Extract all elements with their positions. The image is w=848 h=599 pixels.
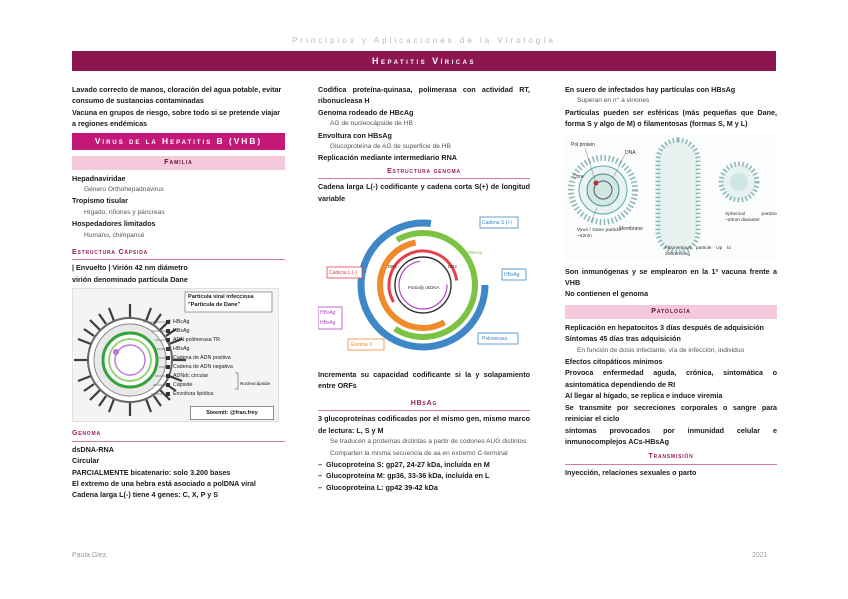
genome-label-cadena-l: Cadena L (-) [329, 270, 357, 277]
estructura-text: virión denominado partícula Dane [72, 274, 188, 284]
genome-label-cadena-s: Cadena S (+) [482, 220, 512, 227]
col3-text: No contienen el genoma [565, 289, 649, 299]
genome-label-center: Partially dsDNA [408, 285, 440, 291]
col2-text: Replicación mediante intermediario RNA [318, 153, 457, 163]
col2-sub: AG de nucleocápside de HB [330, 120, 413, 128]
diagram-labels [173, 318, 233, 399]
virus-title-bar: Virus de la Hepatitis B (VHB) [72, 133, 285, 150]
col2-text: Genoma rodeado de HBcAg [318, 107, 414, 117]
genome-label-dr2: DR2 [448, 264, 458, 270]
col3-sub: En función de dosis infectante, vía de infección, individuo [577, 346, 745, 354]
genoma-item: PARCIALMENTE bicatenario: solo 3.200 bases [72, 467, 231, 477]
footer-author: Paula Glez. [72, 552, 109, 559]
genome-label-hbsag-pair [320, 308, 336, 328]
hbsag-heading: HBsAg [318, 398, 530, 411]
label-dna: DNA [625, 149, 636, 156]
estructura-genoma-heading: Estructura genoma [318, 166, 530, 179]
diagram-label: ADNdc circular [173, 373, 209, 380]
diagram-label: Cadena de ADN positiva [173, 355, 231, 362]
column-1 [72, 84, 285, 501]
genoma-item: Cadena larga L(-) tiene 4 genes: C, X, P y S [72, 490, 219, 500]
label-filamentous: Filamentous particle Up to 200nm long [665, 245, 731, 257]
intro-text: Vacuna en grupos de riesgo, sobre todo si se pretende viajar a regiones endémicas [72, 107, 281, 129]
col2-text: 3 glucoproteínas codificadas por el mismo gen, mismo marco de lectura: L, S y M [318, 414, 530, 435]
label-dane: Virus / Dane particle ~42nm [577, 227, 621, 239]
particle-illustration [565, 134, 777, 262]
col3-text: Al llegar al hígado, se replica e induce viremia [565, 391, 723, 401]
col3-text: Son inmunógenas y se emplearon en la 1ª vacuna frente a VHB [565, 266, 777, 288]
col2-text: Envoltura con HBsAg [318, 130, 392, 140]
col3-text: Efectos citopáticos mínimos [565, 357, 663, 367]
label-core: Core [573, 173, 584, 180]
col3-text: síntomas provocados por inmunidad celular e inmunocomplejos ACs-HBsAg [565, 425, 777, 446]
genome-label-enzima: Enzima X [351, 342, 373, 349]
glucoproteina-item: – Glucoproteína S: gp27, 24-27 kDa, incluída en M [318, 459, 490, 469]
genome-label-hbsag: HBsAg [320, 310, 336, 317]
diagram-label: HBsAg [173, 346, 190, 353]
column-2 [318, 84, 530, 493]
genome-label-dr1: DR1 [388, 264, 398, 270]
genome-label-polimerasa: Polimerasa [482, 336, 508, 343]
col3-text: Inyección, relaciones sexuales o parto [565, 467, 697, 477]
intro-text: Lavado correcto de manos, cloración del agua potable, evitar consumo de sustancias contaminadas [72, 85, 282, 106]
col3-text: Provoca enfermedad aguda, crónica, sintomática o asintomática dependiendo de RI [565, 368, 777, 389]
col2-text: Cadena larga L(-) codificante y cadena corta S(+) de longitud variable [318, 182, 530, 203]
diagram-label: Cadena de ADN negativa [173, 364, 233, 371]
col2-sub: Glucoproteína de AG de superficie de HB [330, 143, 451, 151]
col3-text: Partículas pueden ser esféricas (más pequeñas que Dane, forma S y algo de M) o filamentosas (formas S, M y L) [565, 107, 777, 129]
col2-sub: Comparten la misma secuencia de aa en extremo C-terminal [330, 449, 508, 457]
col3-text: Síntomas 45 días tras adquisición [565, 334, 681, 344]
tropismo-sub: Hígado, riñones y páncreas [84, 208, 165, 216]
diagram-nucleocapside: Nucleocápside [240, 381, 271, 387]
col3-sub: Superan en n° a viriones [577, 97, 650, 105]
diagram-credit: Steemit: @fran.frey [190, 406, 274, 420]
estructura-capsida-heading: Estructura Cápsida [72, 247, 285, 260]
diagram-label: HBcAg [173, 319, 190, 326]
genoma-item: dsDNA-RNA [72, 444, 114, 454]
genome-label-hbsag-ring: HBsAg [468, 250, 483, 256]
glucoproteina-item: – Glucoproteína L: gp42 39-42 kDa [318, 482, 438, 492]
tropismo-text: Tropismo tisular [72, 196, 128, 206]
diagram-label: ADN polimerasa TR [173, 337, 220, 344]
genoma-heading: Genoma [72, 428, 285, 441]
particle-figure [565, 134, 777, 262]
genoma-item: El extremo de una hebra está asociado a polDNA viral [72, 478, 256, 488]
genome-label-hbsag: HBsAg [320, 320, 336, 327]
genoma-item: Circular [72, 456, 100, 466]
familia-text: Hepadnaviridae [72, 173, 126, 183]
label-pol-protein: Pol protein [571, 141, 595, 148]
diagram-label: Cápside [173, 382, 193, 389]
genome-map-diagram [318, 209, 530, 357]
column-3 [565, 84, 777, 478]
hospedadores-text: Hospedadores limitados [72, 219, 156, 229]
transmision-heading: Transmisión [565, 451, 777, 464]
glucoproteina-item: – Glucoproteína M: gp36, 33-36 kDa, incluída en L [318, 471, 490, 481]
estructura-text: | Envuelto | Virión 42 nm diámetro [72, 263, 188, 273]
genome-label-hbsag: HBsAg [504, 272, 520, 279]
label-spherical: Spherical particle ~20nm diameter [725, 211, 777, 223]
footer-year: 2021 [752, 552, 768, 559]
diagram-title: Partícula viral infecciosa "Partícula de Dane" [188, 294, 254, 309]
col2-text: Codifica proteína-quinasa, polimerasa con actividad RT, ribonucleasa H [318, 85, 530, 106]
col2-sub: Se traducen a proteínas distintas a partir de codones AUG distintos [330, 438, 527, 446]
hospedadores-sub: Humano, chimpancé [84, 231, 145, 239]
diagram-label: HBsAg [173, 328, 190, 335]
dane-particle-diagram [72, 288, 279, 422]
diagram-label: Envoltura lipídica [173, 391, 214, 398]
page-header: Principios y Aplicaciones de la Virología [292, 36, 556, 45]
label-membrane: Membrane [619, 225, 643, 232]
familia-sub: Género Orthohepadnavirus [84, 186, 164, 194]
col3-text: Replicación en hepatocitos 3 días después de adquisición [565, 322, 764, 332]
chapter-banner: Hepatitis Víricas [72, 51, 776, 71]
familia-bar: Familia [72, 156, 285, 170]
col3-text: Se transmite por secreciones corporales o sangre para reiniciar el ciclo [565, 402, 777, 424]
col2-text: Incrementa su capacidad codificante si la y solapamiento entre ORFs [318, 370, 530, 391]
patologia-bar: Patología [565, 305, 777, 319]
col3-text: En suero de infectados hay partículas con HBsAg [565, 85, 736, 94]
